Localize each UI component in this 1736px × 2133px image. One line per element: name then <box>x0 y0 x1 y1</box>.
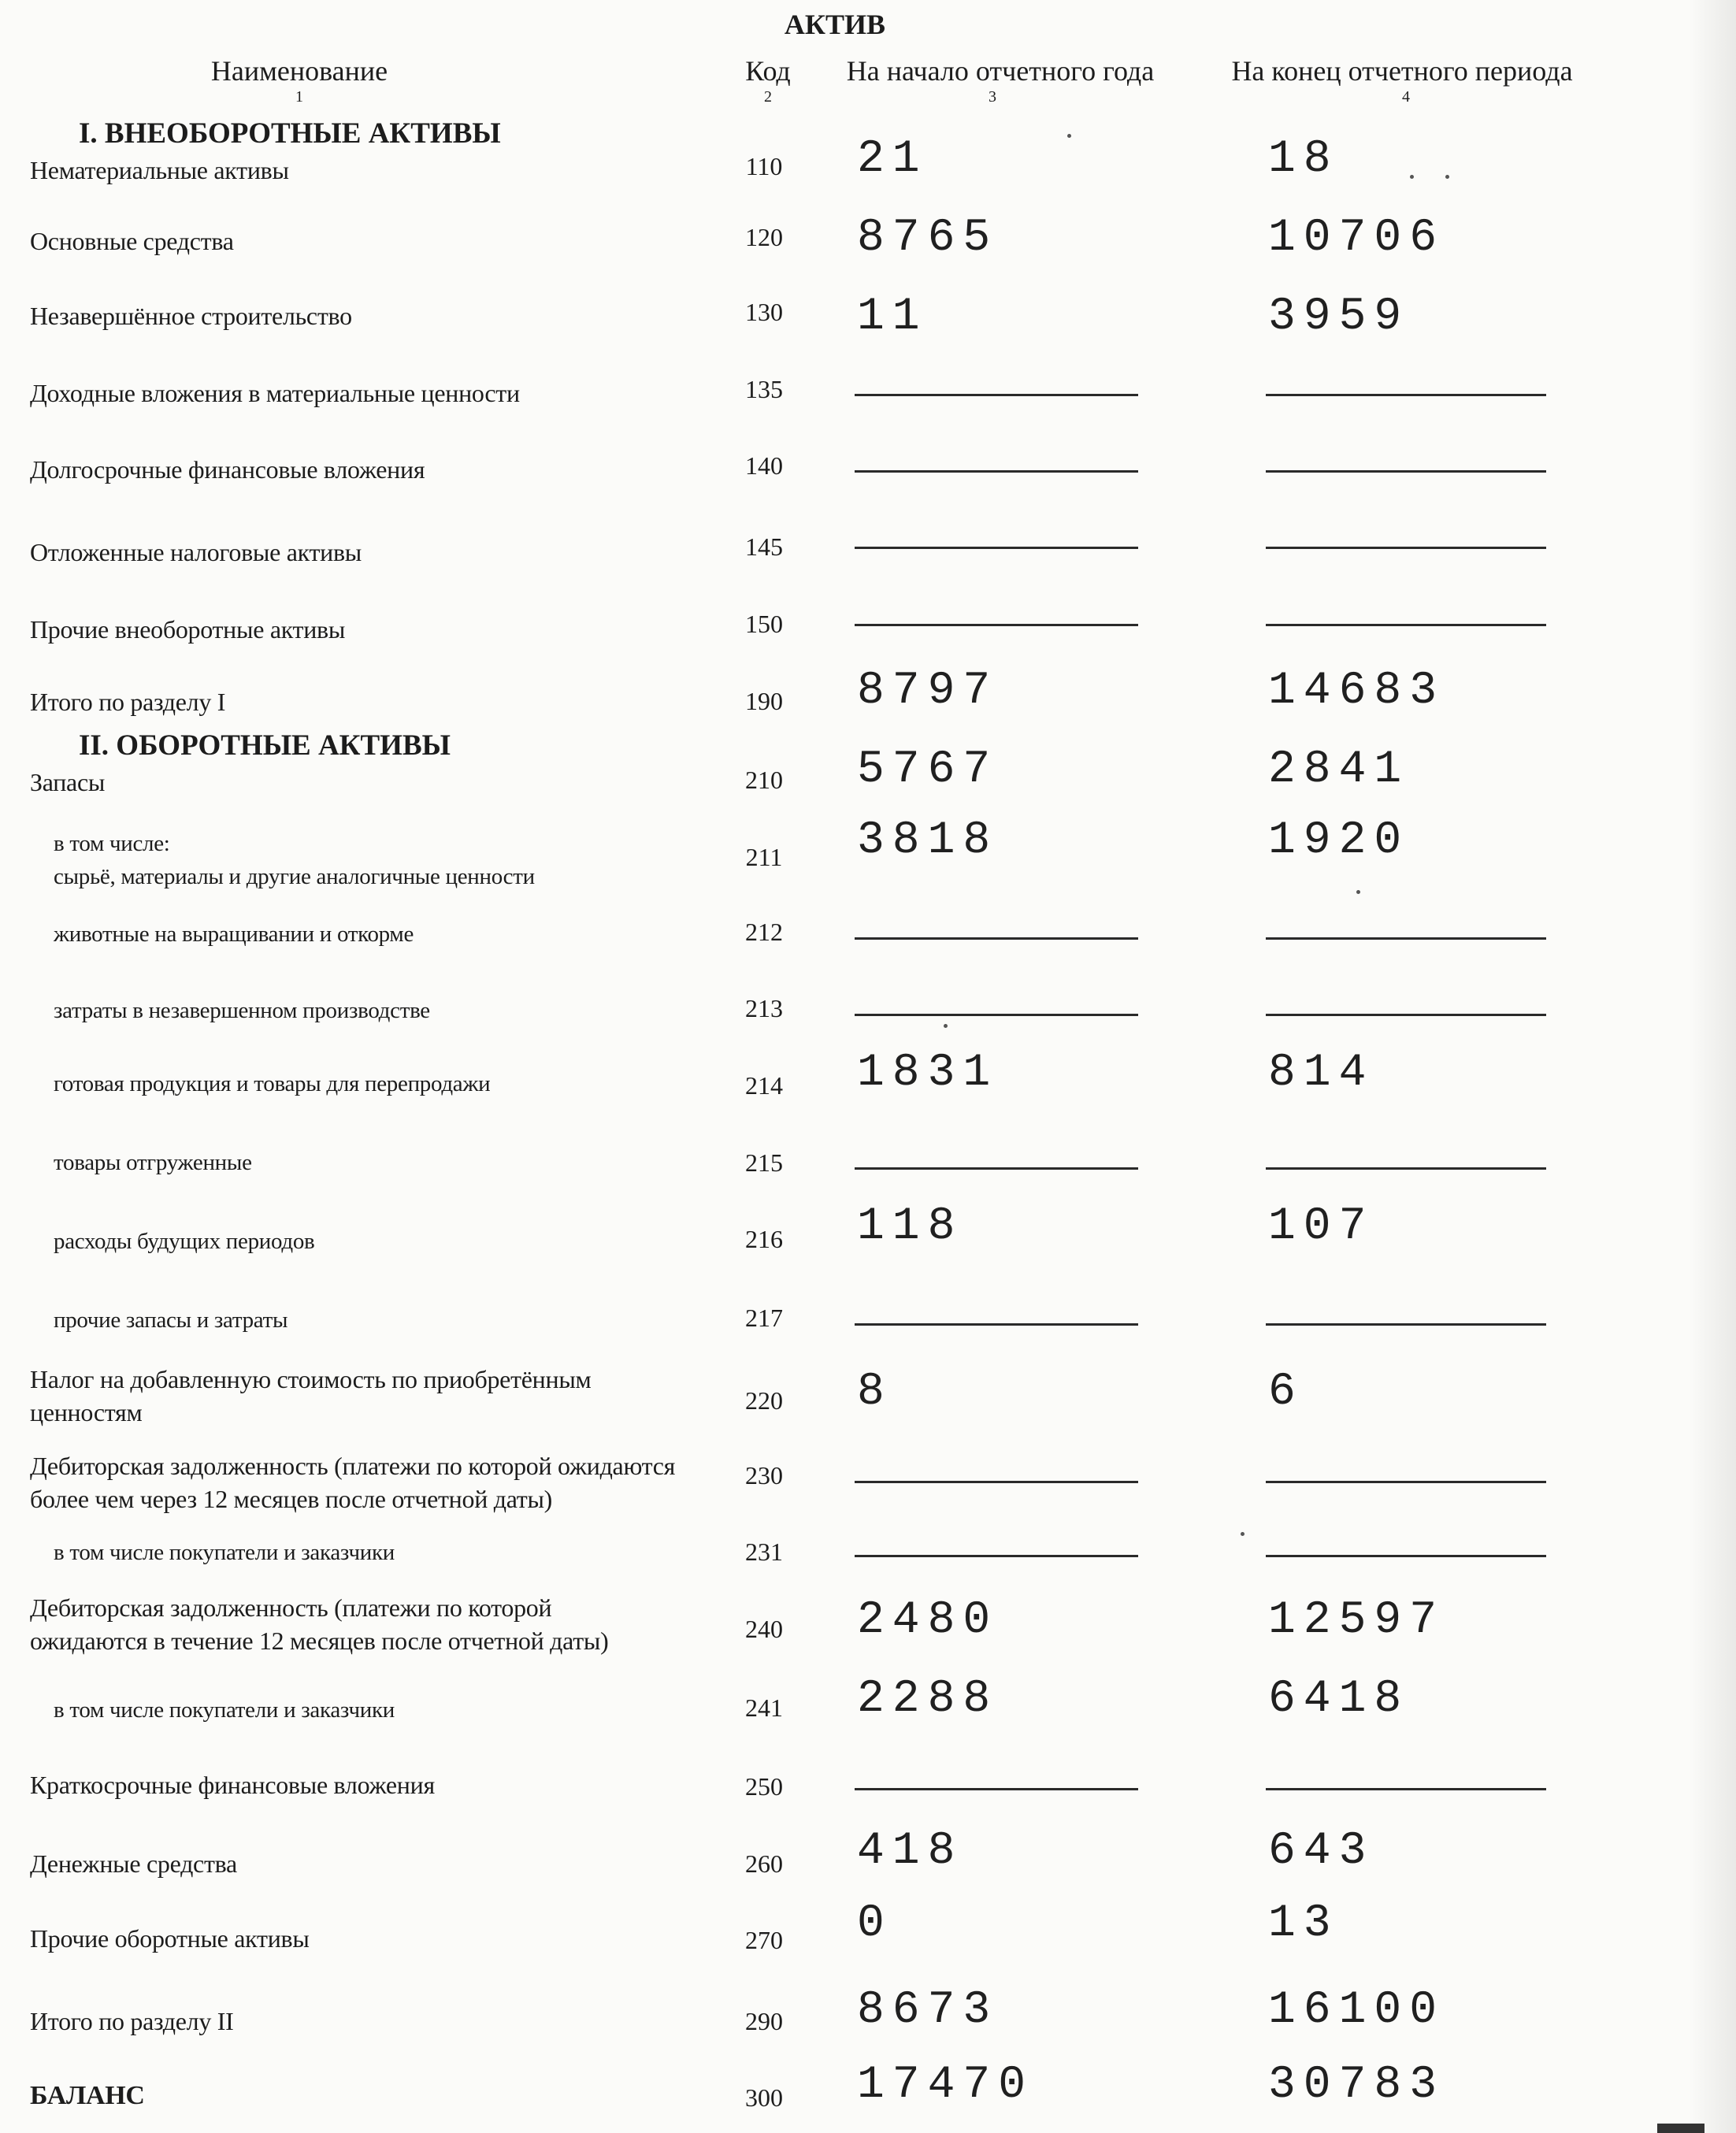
row-code: 215 <box>745 1148 783 1177</box>
row-label-211 <box>54 827 747 893</box>
value-start-241: 2288 <box>857 1674 999 1725</box>
row-code: 290 <box>745 2007 783 2035</box>
column-number-4: 4 <box>1402 88 1410 106</box>
column-header-start: На начало отчетного года <box>846 55 1155 87</box>
row-label-line: Долгосрочные финансовые вложения <box>30 455 425 484</box>
value-end-216: 107 <box>1268 1201 1374 1252</box>
row-label-line: товары отгруженные <box>54 1150 252 1175</box>
row-label-120 <box>30 224 723 258</box>
row-label-241 <box>54 1693 747 1727</box>
row-code: 220 <box>745 1386 783 1415</box>
scan-speck <box>944 1024 948 1028</box>
column-number-2: 2 <box>764 88 772 106</box>
value-end-190: 14683 <box>1268 666 1445 717</box>
value-end-290: 16100 <box>1268 1985 1445 2036</box>
row-code: 214 <box>745 1071 783 1100</box>
empty-value-dash <box>855 394 1138 396</box>
value-end-214: 814 <box>1268 1048 1374 1099</box>
column-number-1: 1 <box>295 88 303 106</box>
row-label-212 <box>54 918 747 951</box>
empty-value-dash <box>1266 470 1546 473</box>
row-label-line: Прочие оборотные активы <box>30 1924 310 1953</box>
row-label-260 <box>30 1847 723 1880</box>
value-end-270: 13 <box>1268 1898 1339 1949</box>
row-label-line: затраты в незавершенном производстве <box>54 998 430 1023</box>
row-label-line: Итого по разделу I <box>30 688 226 716</box>
value-end-211: 1920 <box>1268 815 1410 866</box>
row-label-217 <box>54 1304 747 1337</box>
empty-value-dash <box>1266 547 1546 549</box>
value-start-300: 17470 <box>857 2060 1034 2111</box>
row-label-line: Итого по разделу II <box>30 2007 234 2035</box>
row-label-231 <box>54 1536 747 1569</box>
row-label-line: Доходные вложения в материальные ценности <box>30 379 520 407</box>
row-label-line: ценностям <box>30 1398 143 1426</box>
row-label-300 <box>30 2079 723 2113</box>
value-end-110: 18 <box>1268 134 1339 185</box>
page-title: АКТИВ <box>784 9 886 40</box>
row-label-140 <box>30 453 723 486</box>
empty-value-dash <box>855 1323 1138 1326</box>
row-code: 135 <box>745 375 783 403</box>
empty-value-dash <box>855 1555 1138 1557</box>
empty-value-dash <box>1266 1788 1546 1790</box>
row-code: 210 <box>745 766 783 794</box>
row-label-line: в том числе: <box>54 831 170 856</box>
column-header-name: Наименование <box>210 55 388 87</box>
scan-speck <box>1356 890 1360 894</box>
value-end-120: 10706 <box>1268 213 1445 264</box>
scan-edge-shadow <box>1689 0 1736 2133</box>
row-label-line: прочие запасы и затраты <box>54 1308 288 1333</box>
row-label-210 <box>30 766 723 799</box>
scan-corner-mark <box>1657 2124 1704 2133</box>
row-label-135 <box>30 377 723 410</box>
row-label-line: ожидаются в течение 12 месяцев после отчетной даты) <box>30 1627 609 1655</box>
row-label-line: готовая продукция и товары для перепродажи <box>54 1071 491 1096</box>
row-label-line: Денежные средства <box>30 1849 237 1878</box>
row-code: 110 <box>745 152 783 180</box>
section-heading-noncurrent: I. ВНЕОБОРОТНЫЕ АКТИВЫ <box>79 117 501 150</box>
empty-value-dash <box>1266 624 1546 626</box>
row-label-250 <box>30 1768 723 1801</box>
value-start-211: 3818 <box>857 815 999 866</box>
row-code: 216 <box>745 1225 783 1253</box>
row-code: 260 <box>745 1849 783 1878</box>
row-code: 150 <box>745 610 783 638</box>
scan-speck <box>1410 175 1414 179</box>
row-code: 145 <box>745 532 783 561</box>
value-end-241: 6418 <box>1268 1674 1410 1725</box>
empty-value-dash <box>855 547 1138 549</box>
row-label-215 <box>54 1146 747 1179</box>
value-start-270: 0 <box>857 1898 892 1949</box>
empty-value-dash <box>1266 1555 1546 1557</box>
empty-value-dash <box>1266 1014 1546 1016</box>
row-label-line: БАЛАНС <box>30 2081 145 2110</box>
row-label-line: Запасы <box>30 768 106 796</box>
empty-value-dash <box>855 1014 1138 1016</box>
row-code: 212 <box>745 918 783 946</box>
empty-value-dash <box>1266 1481 1546 1483</box>
row-label-230 <box>30 1449 723 1515</box>
row-label-line: Дебиторская задолженность (платежи по которой <box>30 1593 552 1622</box>
row-code: 240 <box>745 1615 783 1643</box>
row-code: 140 <box>745 451 783 480</box>
section-heading-current: II. ОБОРОТНЫЕ АКТИВЫ <box>79 729 451 762</box>
value-start-120: 8765 <box>857 213 999 264</box>
row-label-line: Нематериальные активы <box>30 156 289 184</box>
row-code: 250 <box>745 1772 783 1801</box>
row-code: 211 <box>745 843 783 871</box>
row-label-line: животные на выращивании и откорме <box>54 922 414 947</box>
value-end-260: 643 <box>1268 1826 1374 1877</box>
value-start-130: 11 <box>857 291 928 343</box>
row-label-213 <box>54 994 747 1027</box>
column-header-end: На конец отчетного периода <box>1231 55 1573 87</box>
empty-value-dash <box>855 624 1138 626</box>
value-start-216: 118 <box>857 1201 963 1252</box>
empty-value-dash <box>855 1481 1138 1483</box>
value-end-210: 2841 <box>1268 744 1410 796</box>
value-end-300: 30783 <box>1268 2060 1445 2111</box>
empty-value-dash <box>1266 937 1546 940</box>
row-code: 213 <box>745 994 783 1022</box>
row-label-290 <box>30 2005 723 2038</box>
row-label-line: Краткосрочные финансовые вложения <box>30 1771 435 1799</box>
row-label-line: Незавершённое строительство <box>30 302 352 330</box>
value-end-220: 6 <box>1268 1367 1304 1418</box>
empty-value-dash <box>1266 1323 1546 1326</box>
row-code: 300 <box>745 2083 783 2112</box>
value-start-220: 8 <box>857 1367 892 1418</box>
empty-value-dash <box>855 937 1138 940</box>
row-code: 270 <box>745 1926 783 1954</box>
row-code: 241 <box>745 1693 783 1722</box>
row-label-line: в том числе покупатели и заказчики <box>54 1540 395 1565</box>
value-start-290: 8673 <box>857 1985 999 2036</box>
column-number-3: 3 <box>989 88 996 106</box>
value-start-210: 5767 <box>857 744 999 796</box>
row-label-190 <box>30 685 723 718</box>
row-code: 120 <box>745 223 783 251</box>
row-label-line: Прочие внеоборотные активы <box>30 615 346 644</box>
row-label-line: более чем через 12 месяцев после отчетной даты) <box>30 1485 553 1513</box>
row-code: 217 <box>745 1304 783 1332</box>
row-label-line: Налог на добавленную стоимость по приобретённым <box>30 1365 592 1393</box>
empty-value-dash <box>1266 1167 1546 1170</box>
row-label-110 <box>30 154 723 187</box>
value-start-190: 8797 <box>857 666 999 717</box>
row-label-line: Основные средства <box>30 227 234 255</box>
row-label-line: расходы будущих периодов <box>54 1229 315 1254</box>
empty-value-dash <box>855 470 1138 473</box>
row-code: 130 <box>745 298 783 326</box>
empty-value-dash <box>855 1788 1138 1790</box>
row-label-270 <box>30 1922 723 1955</box>
row-label-220 <box>30 1363 723 1429</box>
value-start-240: 2480 <box>857 1595 999 1646</box>
row-label-line: Отложенные налоговые активы <box>30 538 362 566</box>
row-label-150 <box>30 613 723 646</box>
row-label-145 <box>30 536 723 569</box>
empty-value-dash <box>855 1167 1138 1170</box>
row-label-line: сырьё, материалы и другие аналогичные ценности <box>54 864 535 889</box>
row-code: 231 <box>745 1538 783 1566</box>
scan-speck <box>1241 1532 1245 1536</box>
value-start-214: 1831 <box>857 1048 999 1099</box>
row-label-240 <box>30 1591 723 1657</box>
row-label-214 <box>54 1067 747 1100</box>
row-label-216 <box>54 1225 747 1258</box>
row-label-130 <box>30 299 723 332</box>
scan-speck <box>1445 175 1449 179</box>
empty-value-dash <box>1266 394 1546 396</box>
value-start-110: 21 <box>857 134 928 185</box>
value-end-240: 12597 <box>1268 1595 1445 1646</box>
row-label-line: в том числе покупатели и заказчики <box>54 1697 395 1723</box>
column-header-code: Код <box>745 55 791 87</box>
value-end-130: 3959 <box>1268 291 1410 343</box>
row-code: 230 <box>745 1461 783 1489</box>
row-code: 190 <box>745 687 783 715</box>
row-label-line: Дебиторская задолженность (платежи по которой ожидаются <box>30 1452 676 1480</box>
value-start-260: 418 <box>857 1826 963 1877</box>
scan-speck <box>1067 134 1071 138</box>
